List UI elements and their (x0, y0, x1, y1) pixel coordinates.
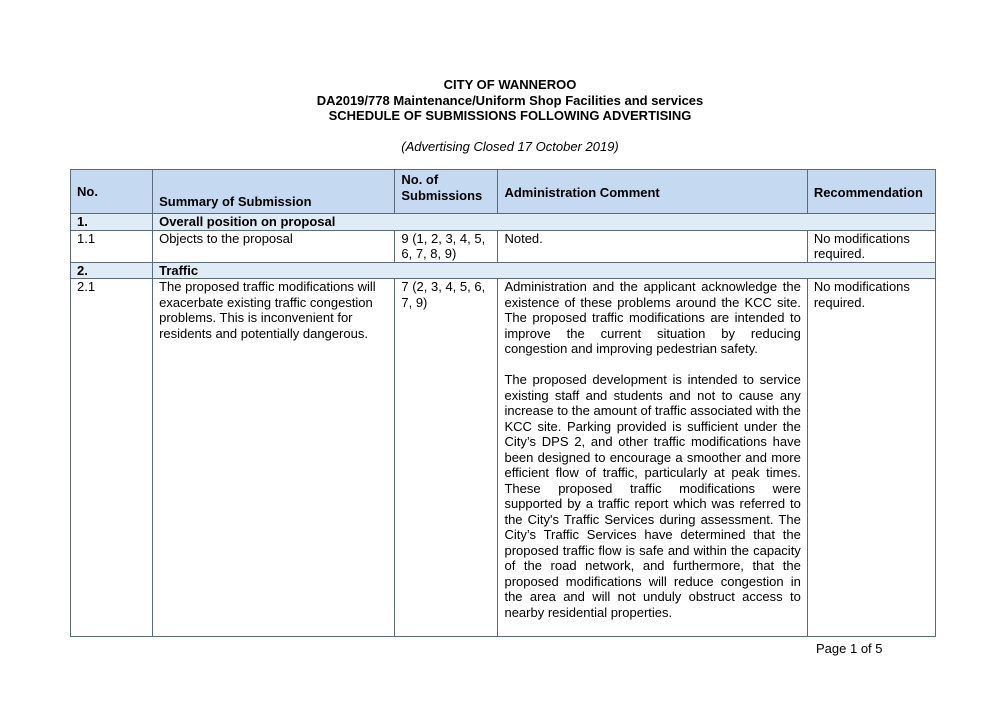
table-row (71, 279, 936, 637)
section-number: 1. (71, 214, 153, 231)
header-schedule-title: SCHEDULE OF SUBMISSIONS FOLLOWING ADVERTISING (328, 108, 692, 123)
item-num-submissions: 7 (2, 3, 4, 5, 6, 7, 9) (395, 279, 498, 637)
item-admin-comment (498, 230, 807, 262)
page-number: Page 1 of 5 (816, 641, 883, 656)
item-admin-comment (498, 279, 807, 637)
document-header (0, 77, 1000, 124)
section-number: 2. (71, 262, 153, 279)
section-title: Traffic (153, 262, 936, 279)
advertising-closed-note: (Advertising Closed 17 October 2019) (401, 139, 619, 154)
item-recommendation: No modifications required. (807, 279, 935, 637)
item-num-submissions: 9 (1, 2, 3, 4, 5, 6, 7, 8, 9) (395, 230, 498, 262)
table-header-row (71, 170, 936, 214)
section-row (71, 214, 936, 231)
submissions-table (70, 169, 936, 637)
column-header-admin-comment: Administration Comment (498, 170, 807, 214)
admin-comment-paragraph: Administration and the applicant acknowledge the existence of these problems around the KCC site. The proposed traffic modifications are intended to improve the current situation by reducing congestion and improving pedestrian safety. (504, 279, 801, 356)
section-row (71, 262, 936, 279)
item-number: 1.1 (71, 230, 153, 262)
header-org: CITY OF WANNEROO (443, 77, 577, 92)
item-recommendation: No modifications required. (807, 230, 935, 262)
item-summary: Objects to the proposal (153, 230, 395, 262)
column-header-summary: Summary of Submission (153, 170, 395, 214)
column-header-no: No. (71, 170, 153, 214)
table-row (71, 230, 936, 262)
item-number: 2.1 (71, 279, 153, 637)
section-title: Overall position on proposal (153, 214, 936, 231)
item-summary: The proposed traffic modifications will exacerbate existing traffic congestion problems. This is inconvenient for residents and potentially dangerous. (153, 279, 395, 637)
admin-comment-paragraph: Noted. (504, 230, 543, 246)
column-header-recommendation: Recommendation (807, 170, 935, 214)
admin-comment-paragraph: The proposed development is intended to service existing staff and students and not to cause any increase to the amount of traffic associated with the KCC site. Parking provided is sufficient under the City’s DPS 2, and other traffic modifications have been designed to encourage a smoother and more efficient flow of traffic, particularly at peak times. These proposed traffic modifications were supported by a traffic report which was referred to the City's Traffic Services during assessment. The City’s Traffic Services have determined that the proposed traffic flow is safe and within the capacity of the road network, and furthermore, that the proposed modifications will reduce congestion in the area and will not unduly obstruct access to nearby residential properties. (504, 372, 801, 620)
header-application: DA2019/778 Maintenance/Uniform Shop Facilities and services (316, 92, 704, 108)
column-header-num-submissions: No. of Submissions (395, 170, 498, 214)
